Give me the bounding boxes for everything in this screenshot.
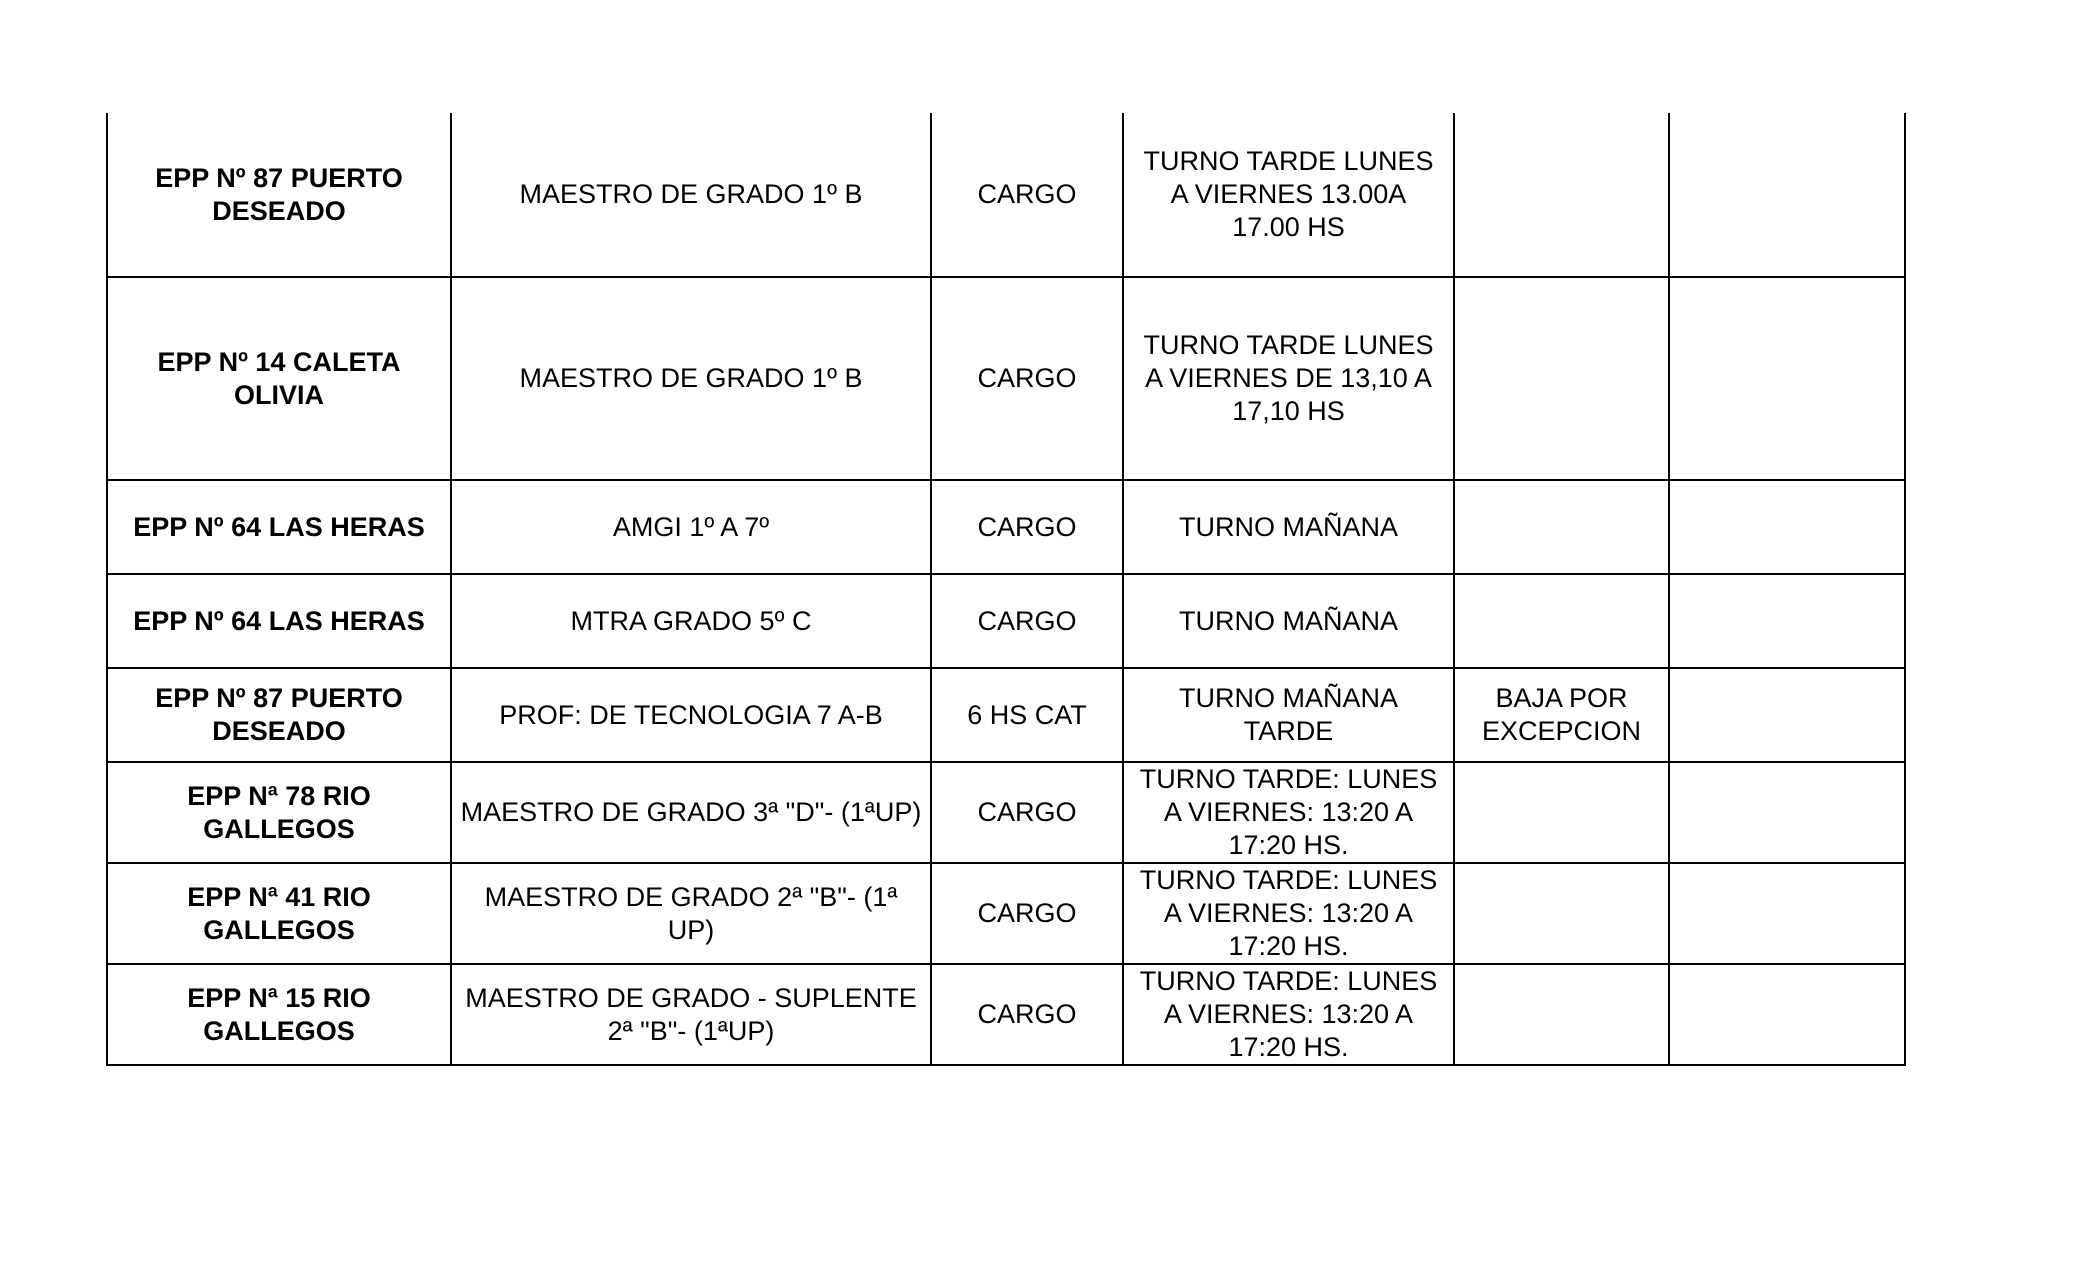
type-cell: CARGO xyxy=(931,964,1123,1065)
position-cell: AMGI 1º A 7º xyxy=(451,480,931,574)
notes-cell xyxy=(1454,762,1669,863)
position-cell: MAESTRO DE GRADO 1º B xyxy=(451,277,931,480)
schedule-cell: TURNO TARDE: LUNES A VIERNES: 13:20 A 17:20 HS. xyxy=(1123,863,1454,964)
table-row xyxy=(107,863,1905,964)
position-cell: MAESTRO DE GRADO 3ª "D"- (1ªUP) xyxy=(451,762,931,863)
notes-cell xyxy=(1454,964,1669,1065)
table-row xyxy=(107,574,1905,668)
extra-cell xyxy=(1669,668,1905,762)
notes-cell xyxy=(1454,574,1669,668)
schedule-cell: TURNO TARDE: LUNES A VIERNES: 13:20 A 17:20 HS. xyxy=(1123,762,1454,863)
type-cell: CARGO xyxy=(931,277,1123,480)
extra-cell xyxy=(1669,113,1905,277)
school-cell: EPP Nº 14 CALETA OLIVIA xyxy=(107,277,451,480)
positions-table xyxy=(106,113,1906,1066)
type-cell: CARGO xyxy=(931,480,1123,574)
position-cell: PROF: DE TECNOLOGIA 7 A-B xyxy=(451,668,931,762)
school-cell: EPP Nª 41 RIO GALLEGOS xyxy=(107,863,451,964)
type-cell: CARGO xyxy=(931,574,1123,668)
schedule-cell: TURNO MAÑANA xyxy=(1123,480,1454,574)
notes-cell xyxy=(1454,480,1669,574)
school-cell: EPP Nº 87 PUERTO DESEADO xyxy=(107,113,451,277)
type-cell: CARGO xyxy=(931,762,1123,863)
schedule-cell: TURNO MAÑANA TARDE xyxy=(1123,668,1454,762)
school-cell: EPP Nº 87 PUERTO DESEADO xyxy=(107,668,451,762)
type-cell: CARGO xyxy=(931,113,1123,277)
position-cell: MTRA GRADO 5º C xyxy=(451,574,931,668)
table-row xyxy=(107,964,1905,1065)
type-cell: CARGO xyxy=(931,863,1123,964)
position-cell: MAESTRO DE GRADO 2ª "B"- (1ª UP) xyxy=(451,863,931,964)
table-row xyxy=(107,480,1905,574)
notes-cell: BAJA POR EXCEPCION xyxy=(1454,668,1669,762)
table-row xyxy=(107,668,1905,762)
table-row xyxy=(107,762,1905,863)
school-cell: EPP Nº 64 LAS HERAS xyxy=(107,480,451,574)
school-cell: EPP Nª 78 RIO GALLEGOS xyxy=(107,762,451,863)
notes-cell xyxy=(1454,113,1669,277)
table-row xyxy=(107,113,1905,277)
extra-cell xyxy=(1669,277,1905,480)
extra-cell xyxy=(1669,574,1905,668)
extra-cell xyxy=(1669,863,1905,964)
position-cell: MAESTRO DE GRADO 1º B xyxy=(451,113,931,277)
extra-cell xyxy=(1669,964,1905,1065)
school-cell: EPP Nº 64 LAS HERAS xyxy=(107,574,451,668)
schedule-cell: TURNO TARDE LUNES A VIERNES 13.00A 17.00 HS xyxy=(1123,113,1454,277)
table-row xyxy=(107,277,1905,480)
schedule-cell: TURNO MAÑANA xyxy=(1123,574,1454,668)
notes-cell xyxy=(1454,863,1669,964)
extra-cell xyxy=(1669,480,1905,574)
type-cell: 6 HS CAT xyxy=(931,668,1123,762)
position-cell: MAESTRO DE GRADO - SUPLENTE 2ª "B"- (1ªUP) xyxy=(451,964,931,1065)
schedule-cell: TURNO TARDE LUNES A VIERNES DE 13,10 A 17,10 HS xyxy=(1123,277,1454,480)
extra-cell xyxy=(1669,762,1905,863)
notes-cell xyxy=(1454,277,1669,480)
schedule-cell: TURNO TARDE: LUNES A VIERNES: 13:20 A 17:20 HS. xyxy=(1123,964,1454,1065)
school-cell: EPP Nª 15 RIO GALLEGOS xyxy=(107,964,451,1065)
